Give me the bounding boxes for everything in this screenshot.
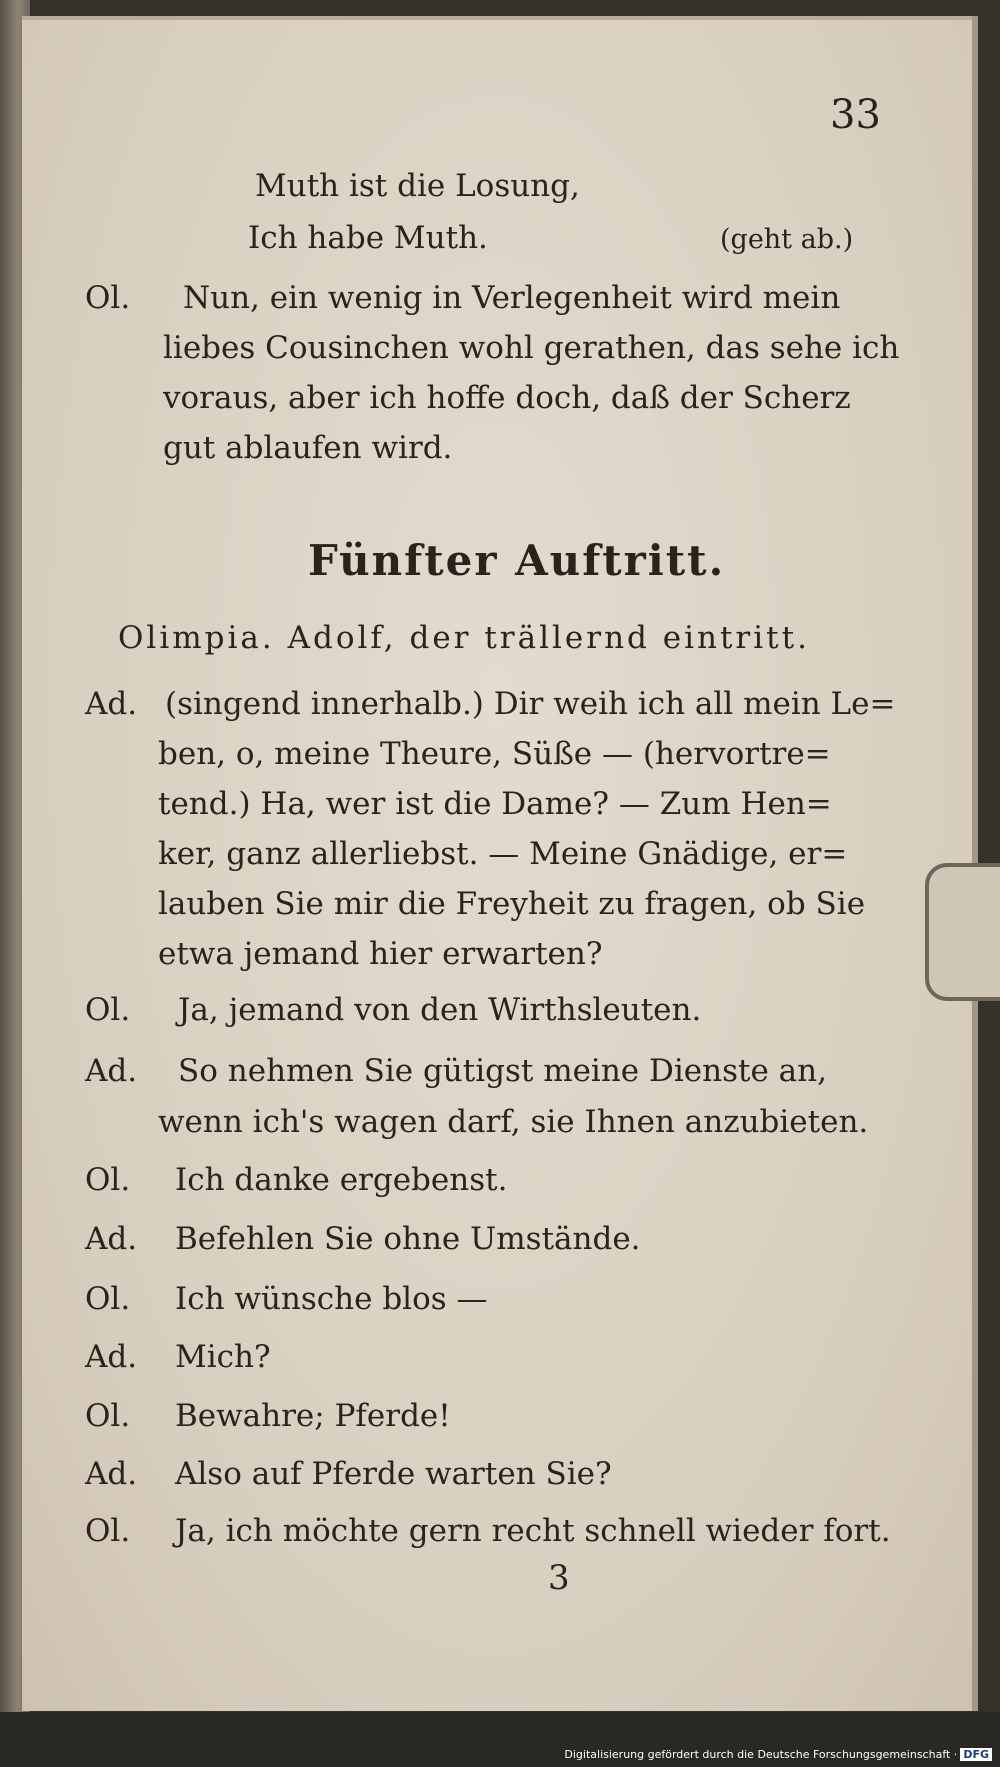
speaker-label: Ol. — [85, 992, 131, 1028]
speaker-label: Ol. — [85, 1398, 131, 1434]
speech-line: etwa jemand hier erwarten? — [158, 936, 603, 972]
speech-line: Ich wünsche blos — — [175, 1281, 488, 1317]
speech-line: Nun, ein wenig in Verlegenheit wird mein — [183, 280, 841, 316]
speech-line: Ja, jemand von den Wirthsleuten. — [178, 992, 702, 1028]
verse-line-1: Muth ist die Losung, — [255, 168, 580, 204]
speaker-label: Ol. — [85, 1513, 131, 1549]
speech-line: Bewahre; Pferde! — [175, 1398, 451, 1434]
speech-line: Mich? — [175, 1339, 271, 1375]
speech-line: Ich danke ergebenst. — [175, 1162, 508, 1198]
scene-heading: Fünfter Auftritt. — [308, 536, 726, 585]
scene-cast-list: Olimpia. Adolf, der trällernd eintritt. — [118, 620, 810, 656]
dfg-logo: DFG — [960, 1748, 992, 1761]
credit-text: Digitalisierung gefördert durch die Deutsche Forschungsgemeinschaft · — [564, 1748, 958, 1761]
speaker-label: Ol. — [85, 280, 131, 316]
speaker-label: Ad. — [85, 1456, 138, 1492]
speaker-label: Ad. — [85, 1053, 138, 1089]
speech-line: gut ablaufen wird. — [163, 430, 453, 466]
speech-line: tend.) Ha, wer ist die Dame? — Zum Hen= — [158, 786, 832, 822]
speaker-label: Ol. — [85, 1162, 131, 1198]
speaker-label: Ol. — [85, 1281, 131, 1317]
speech-line: wenn ich's wagen darf, sie Ihnen anzubieten. — [158, 1104, 869, 1140]
digitization-credit — [564, 1748, 992, 1761]
stage-direction-exit: (geht ab.) — [720, 224, 854, 255]
speech-line: Ja, ich möchte gern recht schnell wieder fort. — [175, 1513, 891, 1549]
speaker-label: Ad. — [85, 1339, 138, 1375]
speech-line: lauben Sie mir die Freyheit zu fragen, ob Sie — [158, 886, 866, 922]
speech-line: liebes Cousinchen wohl gerathen, das sehe ich — [163, 330, 900, 366]
speech-line: ker, ganz allerliebst. — Meine Gnädige, er= — [158, 836, 848, 872]
verse-line-2: Ich habe Muth. — [248, 220, 488, 256]
speaker-label: Ad. — [85, 1221, 138, 1257]
speech-line: voraus, aber ich hoffe doch, daß der Scherz — [163, 380, 851, 416]
speech-line: (singend innerhalb.) Dir weih ich all mein Le= — [165, 686, 896, 722]
page-number: 33 — [830, 92, 881, 138]
speech-line: ben, o, meine Theure, Süße — (hervortre= — [158, 736, 831, 772]
page-holder-tab — [925, 863, 1000, 1001]
signature-mark: 3 — [548, 1558, 570, 1598]
speech-line: So nehmen Sie gütigst meine Dienste an, — [178, 1053, 827, 1089]
speech-line: Befehlen Sie ohne Umstände. — [175, 1221, 641, 1257]
speaker-label: Ad. — [85, 686, 138, 722]
speech-line: Also auf Pferde warten Sie? — [175, 1456, 612, 1492]
